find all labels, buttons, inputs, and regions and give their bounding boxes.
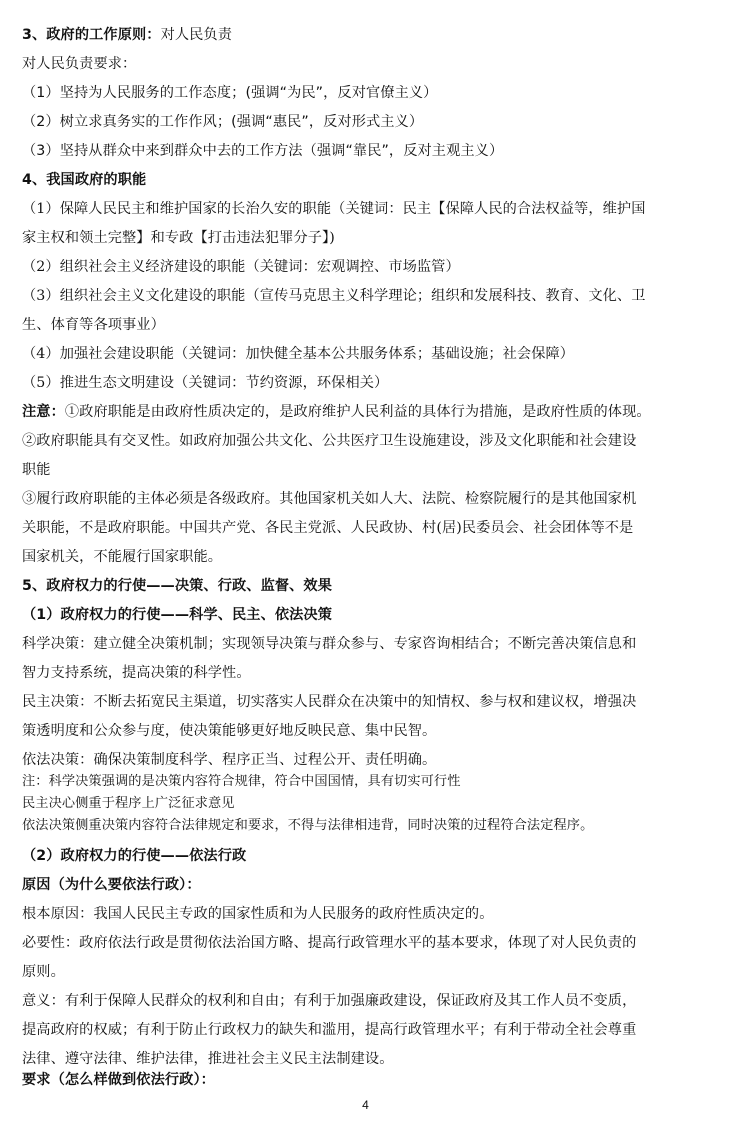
body-text: ③履行政府职能的主体必须是各级政府。其他国家机关如人大、法院、检察院履行的是其他国家机 xyxy=(22,491,637,507)
bold-heading-text: 注意： xyxy=(22,404,65,420)
text-line xyxy=(22,962,712,982)
body-text: 家主权和领土完整】和专政【打击违法犯罪分子】) xyxy=(22,230,335,246)
text-line xyxy=(22,489,712,509)
body-text: （3）坚持从群众中来到群众中去的工作方法（强调“靠民”，反对主观主义） xyxy=(22,143,504,159)
bold-heading-text: 3、政府的工作原则： xyxy=(22,27,161,43)
text-line xyxy=(22,460,712,480)
text-line xyxy=(22,634,712,654)
bold-heading-text: 5、政府权力的行使——决策、行政、监督、效果 xyxy=(22,578,333,594)
text-line xyxy=(22,576,712,596)
text-line xyxy=(22,170,712,190)
body-text: 职能 xyxy=(22,462,51,478)
body-text: （2）树立求真务实的工作作风；(强调“惠民”，反对形式主义） xyxy=(22,114,424,130)
text-line xyxy=(22,373,712,393)
bold-heading-text: （1）政府权力的行使——科学、民主、依法决策 xyxy=(22,607,333,623)
body-text: （1）保障人民民主和维护国家的长治久安的职能（关键词：民主【保障人民的合法权益等，维护国 xyxy=(22,201,646,217)
body-text: 提高政府的权威；有利于防止行政权力的缺失和滥用，提高行政管理水平；有利于带动全社会尊重 xyxy=(22,1022,637,1038)
text-line xyxy=(22,25,712,45)
body-text: ①政府职能是由政府性质决定的，是政府维护人民利益的具体行为措施，是政府性质的体现。 xyxy=(64,404,651,420)
text-line xyxy=(22,547,712,567)
body-text: 科学决策：建立健全决策机制；实现领导决策与群众参与、专家咨询相结合；不断完善决策信息和 xyxy=(22,636,637,652)
body-text: 生、体育等各项事业） xyxy=(22,317,165,333)
body-text: 原则。 xyxy=(22,964,65,980)
text-line xyxy=(22,54,712,74)
body-text: 必要性：政府依法行政是贯彻依法治国方略、提高行政管理水平的基本要求，体现了对人民负责的 xyxy=(22,935,637,951)
body-text: 对人民负责 xyxy=(160,27,233,43)
body-text: （4）加强社会建设职能（关键词：加快健全基本公共服务体系；基础设施；社会保障） xyxy=(22,346,575,362)
text-line xyxy=(22,228,712,248)
page-number: 4 xyxy=(362,1098,369,1112)
text-line xyxy=(22,112,712,132)
bold-heading-text: 4、我国政府的职能 xyxy=(22,172,147,188)
text-line xyxy=(22,692,712,712)
body-text: 依法决策：确保决策制度科学、程序正当、过程公开、责任明确。 xyxy=(22,752,437,768)
body-text: （5）推进生态文明建设（关键词：节约资源，环保相关） xyxy=(22,375,389,391)
text-line xyxy=(22,750,712,770)
body-text: 国家机关，不能履行国家职能。 xyxy=(22,549,223,565)
text-line xyxy=(22,83,712,103)
text-line xyxy=(22,344,712,364)
text-line xyxy=(22,431,712,451)
text-line xyxy=(22,1049,712,1069)
text-line xyxy=(22,1020,712,1040)
body-text: 民主决策：不断去拓宽民主渠道，切实落实人民群众在决策中的知情权、参与权和建议权，增强决 xyxy=(22,694,637,710)
bold-heading-text: 要求（怎么样做到依法行政）： xyxy=(22,1072,215,1088)
text-line xyxy=(22,141,712,161)
body-text: 根本原因：我国人民民主专政的国家性质和为人民服务的政府性质决定的。 xyxy=(22,906,494,922)
body-text: 注：科学决策强调的是决策内容符合规律，符合中国国情，具有切实可行性 xyxy=(22,774,461,789)
body-text: 对人民负责要求： xyxy=(22,56,137,72)
text-line xyxy=(22,933,712,953)
body-text: 策透明度和公众参与度，使决策能够更好地反映民意、集中民智。 xyxy=(22,723,437,739)
body-text: （1）坚持为人民服务的工作态度；(强调“为民”，反对官僚主义） xyxy=(22,85,438,101)
text-line xyxy=(22,605,712,625)
text-line xyxy=(22,518,712,538)
body-text: 民主决心侧重于程序上广泛征求意见 xyxy=(22,796,235,811)
body-text: 意义：有利于保障人民群众的权利和自由；有利于加强廉政建设，保证政府及其工作人员不变质， xyxy=(22,993,637,1009)
text-line xyxy=(22,1070,712,1090)
text-line xyxy=(22,721,712,741)
text-line xyxy=(22,846,712,866)
body-text: 智力支持系统，提高决策的科学性。 xyxy=(22,665,251,681)
bold-heading-text: （2）政府权力的行使——依法行政 xyxy=(22,848,247,864)
text-line xyxy=(22,286,712,306)
text-line xyxy=(22,772,712,792)
body-text: 关职能，不是政府职能。中国共产党、各民主党派、人民政协、村(居)民委员会、社会团体等不是 xyxy=(22,520,634,536)
text-line xyxy=(22,816,712,836)
text-line xyxy=(22,315,712,335)
text-line xyxy=(22,257,712,277)
text-line xyxy=(22,402,712,422)
text-line xyxy=(22,663,712,683)
body-text: 依法决策侧重决策内容符合法律规定和要求，不得与法律相违背，同时决策的过程符合法定程序。 xyxy=(22,818,594,833)
text-line xyxy=(22,875,712,895)
body-text: 法律、遵守法律、维护法律，推进社会主义民主法制建设。 xyxy=(22,1051,394,1067)
body-text: （2）组织社会主义经济建设的职能（关键词：宏观调控、市场监管） xyxy=(22,259,460,275)
body-text: （3）组织社会主义文化建设的职能（宣传马克思主义科学理论；组织和发展科技、教育、文化、卫 xyxy=(22,288,646,304)
body-text: ②政府职能具有交叉性。如政府加强公共文化、公共医疗卫生设施建设，涉及文化职能和社会建设 xyxy=(22,433,637,449)
text-line xyxy=(22,199,712,219)
bold-heading-text: 原因（为什么要依法行政）： xyxy=(22,877,201,893)
text-line xyxy=(22,794,712,814)
text-line xyxy=(22,991,712,1011)
text-line xyxy=(22,904,712,924)
